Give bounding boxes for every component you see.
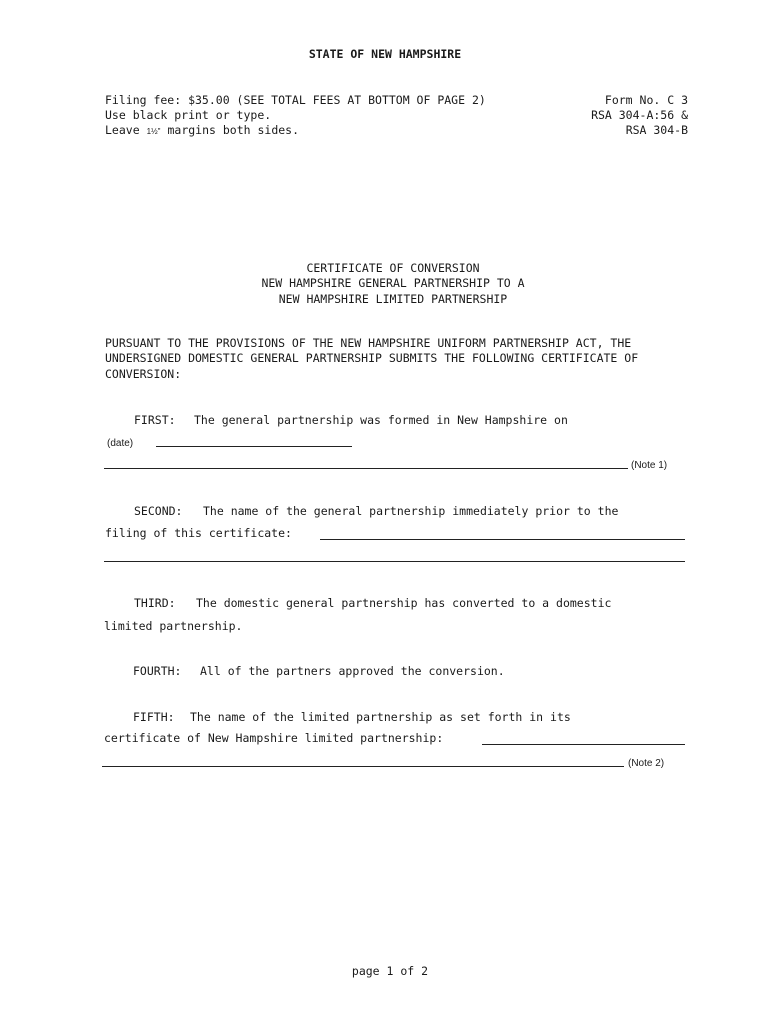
second-name-field[interactable] xyxy=(320,539,685,540)
filing-fee-text: Filing fee: $35.00 (SEE TOTAL FEES AT BOTTOM OF PAGE 2) xyxy=(105,93,486,107)
second-text: The name of the general partnership immediately prior to the xyxy=(203,504,619,518)
margins-size: 1½" xyxy=(146,127,161,136)
fifth-name-field-2[interactable] xyxy=(102,766,624,767)
certificate-title-3: NEW HAMPSHIRE LIMITED PARTNERSHIP xyxy=(278,292,508,306)
first-text: The general partnership was formed in New Hampshire on xyxy=(194,413,568,427)
first-detail-field[interactable] xyxy=(104,468,628,469)
page-number: page 1 of 2 xyxy=(351,964,429,978)
certificate-title-1: CERTIFICATE OF CONVERSION xyxy=(306,261,480,275)
preamble-line-1: PURSUANT TO THE PROVISIONS OF THE NEW HAMPSHIRE UNIFORM PARTNERSHIP ACT, THE xyxy=(105,336,632,350)
fifth-text-2: certificate of New Hampshire limited partnership: xyxy=(104,731,444,745)
first-date-label: (date) xyxy=(107,438,134,449)
fifth-text: The name of the limited partnership as set forth in its xyxy=(190,710,571,724)
second-label: SECOND: xyxy=(134,504,183,518)
rsa-reference-1: RSA 304-A:56 & xyxy=(591,108,688,122)
margins-text: margins both sides. xyxy=(167,123,300,137)
state-title: STATE OF NEW HAMPSHIRE xyxy=(308,47,462,61)
second-name-field-2[interactable] xyxy=(104,561,685,562)
preamble-line-2: UNDERSIGNED DOMESTIC GENERAL PARTNERSHIP SUBMITS THE FOLLOWING CERTIFICATE OF xyxy=(105,351,639,365)
fifth-label: FIFTH: xyxy=(133,710,175,724)
second-text-2: filing of this certificate: xyxy=(105,526,292,540)
first-label: FIRST: xyxy=(134,413,176,427)
fifth-name-field[interactable] xyxy=(482,744,685,745)
print-instructions: Use black print or type. xyxy=(105,108,272,122)
fourth-text: All of the partners approved the conversion. xyxy=(200,664,505,678)
margins-leave: Leave xyxy=(105,123,140,137)
first-date-field[interactable] xyxy=(156,446,352,447)
preamble-line-3: CONVERSION: xyxy=(105,367,182,381)
form-number: Form No. C 3 xyxy=(604,93,688,107)
first-note: (Note 1) xyxy=(631,460,668,471)
third-text-2: limited partnership. xyxy=(104,619,243,633)
fourth-label: FOURTH: xyxy=(133,664,182,678)
rsa-reference-2: RSA 304-B xyxy=(625,123,688,137)
fifth-note: (Note 2) xyxy=(628,758,665,769)
third-label: THIRD: xyxy=(134,596,176,610)
third-text: The domestic general partnership has converted to a domestic xyxy=(196,596,612,610)
certificate-title-2: NEW HAMPSHIRE GENERAL PARTNERSHIP TO A xyxy=(261,276,525,290)
margins-instructions xyxy=(105,123,299,137)
